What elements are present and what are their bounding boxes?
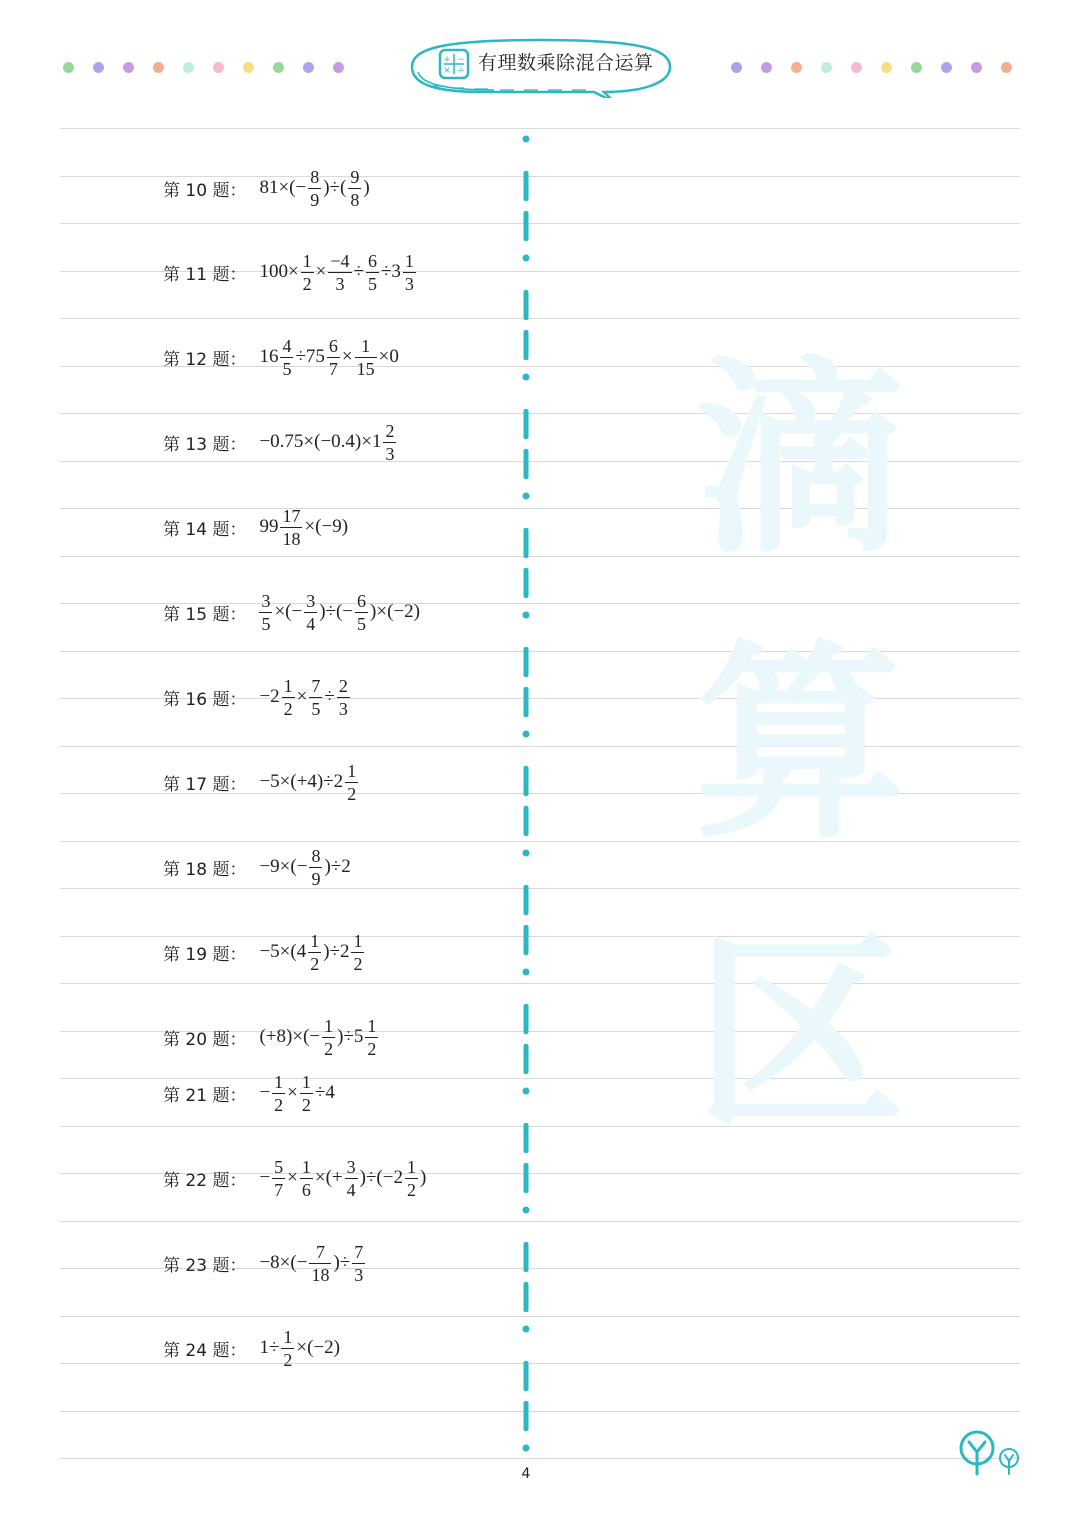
- expression-text: −8×(−: [259, 1252, 308, 1273]
- ruled-line: [60, 1411, 1020, 1412]
- fraction: [308, 168, 321, 209]
- divider-dash: [524, 449, 529, 479]
- problem-row: [163, 922, 365, 982]
- decorative-dot: [273, 62, 284, 73]
- expression-text: ÷: [353, 261, 364, 282]
- fraction-denominator: 7: [274, 1179, 284, 1200]
- problem-expression: [258, 932, 365, 973]
- problem-label: 第 24 题：: [163, 1340, 247, 1361]
- divider-dash: [524, 647, 529, 677]
- page-title: 有理数乘除混合运算: [478, 52, 654, 74]
- problem-label: 第 15 题：: [163, 604, 247, 625]
- problem-expression: [258, 762, 359, 803]
- fraction-denominator: 2: [406, 1179, 416, 1200]
- fraction-numerator: 1: [347, 760, 357, 781]
- divider-dash: [524, 1282, 529, 1312]
- fraction-denominator: 2: [353, 953, 363, 974]
- divider-dash: [524, 290, 529, 320]
- expression-text: ÷75: [295, 346, 325, 367]
- divider-dash: [524, 1401, 529, 1431]
- expression-text: −0.75×(−0.4)×1: [259, 431, 382, 452]
- decorative-dot: [941, 62, 952, 73]
- fraction-denominator: 8: [350, 189, 360, 210]
- ruled-line: [60, 223, 1020, 224]
- problem-expression: [258, 168, 370, 209]
- fraction-numerator: 1: [353, 930, 363, 951]
- fraction-numerator: 1: [361, 335, 371, 356]
- fraction: [345, 762, 358, 803]
- problem-row: [163, 158, 371, 218]
- expression-text: )÷(−: [319, 601, 354, 622]
- fraction-numerator: 7: [311, 675, 321, 696]
- problem-expression: [258, 1328, 341, 1369]
- fraction-denominator: 9: [311, 868, 321, 889]
- problem-row: [163, 752, 359, 812]
- fraction-denominator: 4: [306, 613, 316, 634]
- divider-dot: [523, 612, 530, 619]
- fraction-numerator: −4: [330, 250, 350, 271]
- svg-text:+: +: [443, 55, 451, 65]
- expression-text: 81×(−: [259, 177, 307, 198]
- fraction-denominator: 2: [274, 1094, 284, 1115]
- fraction: [327, 337, 340, 378]
- divider-dash: [524, 925, 529, 955]
- problem-label: 第 19 题：: [163, 944, 247, 965]
- problem-label: 第 23 题：: [163, 1255, 247, 1276]
- expression-text: −9×(−: [259, 856, 308, 877]
- fraction: [322, 1017, 335, 1058]
- expression-text: )÷: [333, 1252, 351, 1273]
- watermark-char-1: 滴: [694, 337, 905, 582]
- expression-text: ×0: [378, 346, 399, 367]
- fraction: [355, 592, 368, 633]
- problem-label: 第 11 题：: [163, 264, 247, 285]
- fraction: [272, 1073, 285, 1114]
- problem-expression: [258, 1243, 366, 1284]
- expression-text: )÷(: [323, 177, 347, 198]
- expression-text: ÷4: [314, 1082, 335, 1103]
- expression-text: ×(−9): [304, 516, 349, 537]
- divider-dot: [523, 1326, 530, 1333]
- fraction: [348, 168, 361, 209]
- fraction-numerator: 1: [274, 1071, 284, 1092]
- svg-text:÷: ÷: [457, 66, 465, 76]
- calculator-icon: [438, 48, 470, 80]
- fraction-denominator: 9: [310, 189, 320, 210]
- fraction-numerator: 1: [301, 1156, 311, 1177]
- fraction-denominator: 7: [328, 358, 338, 379]
- fraction-numerator: 9: [350, 166, 360, 187]
- ruled-line: [60, 1221, 1020, 1222]
- expression-text: ): [419, 1167, 427, 1188]
- fraction-numerator: 3: [346, 1156, 356, 1177]
- problem-expression: [258, 592, 421, 633]
- divider-dash: [524, 171, 529, 201]
- problem-row: [163, 1063, 336, 1123]
- divider-dot: [523, 493, 530, 500]
- fraction-denominator: 18: [282, 528, 301, 549]
- decorative-dot: [731, 62, 742, 73]
- fraction: [352, 1243, 365, 1284]
- expression-text: (+8)×(−: [259, 1026, 321, 1047]
- fraction-denominator: 6: [301, 1179, 311, 1200]
- fraction-numerator: 1: [367, 1015, 377, 1036]
- problem-expression: [258, 252, 416, 293]
- expression-text: −5×(+4)÷2: [259, 771, 344, 792]
- ruled-line: [60, 318, 1020, 319]
- decorative-dot: [243, 62, 254, 73]
- fraction-numerator: 1: [406, 1156, 416, 1177]
- problem-label: 第 18 题：: [163, 859, 247, 880]
- expression-text: ×: [287, 1082, 298, 1103]
- fraction-denominator: 5: [357, 613, 367, 634]
- expression-text: ÷: [324, 686, 335, 707]
- divider-dash: [524, 885, 529, 915]
- ruled-line: [60, 1316, 1020, 1317]
- fraction-numerator: 6: [357, 590, 367, 611]
- fraction-denominator: 2: [324, 1038, 334, 1059]
- decorative-dot: [791, 62, 802, 73]
- fraction-numerator: 7: [354, 1241, 364, 1262]
- divider-dash: [524, 1163, 529, 1193]
- fraction: [280, 337, 293, 378]
- fraction-denominator: 5: [367, 273, 377, 294]
- decorative-dot: [971, 62, 982, 73]
- problem-expression: [258, 847, 351, 888]
- problem-row: [163, 1233, 366, 1293]
- problem-label: 第 14 题：: [163, 519, 247, 540]
- expression-text: ×(−: [274, 601, 303, 622]
- problem-row: [163, 1318, 341, 1378]
- problem-expression: [258, 337, 399, 378]
- decorative-dot: [761, 62, 772, 73]
- expression-text: −: [259, 1082, 271, 1103]
- divider-dash: [524, 1004, 529, 1034]
- expression-text: −5×(4: [259, 941, 307, 962]
- problem-expression: [258, 1073, 335, 1114]
- problem-label: 第 10 题：: [163, 180, 247, 201]
- expression-text: −2: [259, 686, 280, 707]
- fraction: [300, 1073, 313, 1114]
- expression-text: )÷2: [324, 856, 351, 877]
- decorative-dot: [123, 62, 134, 73]
- fraction-denominator: 5: [282, 358, 292, 379]
- problem-row: [163, 242, 417, 302]
- fraction-denominator: 2: [283, 698, 293, 719]
- fraction: [366, 252, 379, 293]
- problem-label: 第 22 题：: [163, 1170, 247, 1191]
- divider-dash: [524, 568, 529, 598]
- problem-label: 第 21 题：: [163, 1085, 247, 1106]
- divider-dash: [524, 528, 529, 558]
- divider-dot: [523, 1207, 530, 1214]
- fraction-numerator: 4: [282, 335, 292, 356]
- fraction-denominator: 3: [385, 443, 395, 464]
- fraction-numerator: 2: [338, 675, 348, 696]
- fraction-denominator: 2: [301, 1094, 311, 1115]
- fraction: [282, 677, 295, 718]
- fraction-denominator: 15: [356, 358, 375, 379]
- decorative-dot: [1001, 62, 1012, 73]
- expression-text: 99: [259, 516, 279, 537]
- problem-row: [163, 1007, 379, 1067]
- fraction-numerator: 8: [310, 166, 320, 187]
- fraction: [383, 422, 396, 463]
- problem-expression: [258, 1158, 427, 1199]
- fraction-numerator: 1: [283, 1326, 293, 1347]
- fraction-numerator: 1: [283, 675, 293, 696]
- fraction: [272, 1158, 285, 1199]
- decorative-dot: [333, 62, 344, 73]
- fraction: [309, 677, 322, 718]
- divider-dash: [524, 330, 529, 360]
- expression-text: )÷2: [323, 941, 350, 962]
- watermark-char-3: 区: [694, 912, 905, 1157]
- fraction-denominator: 4: [346, 1179, 356, 1200]
- fraction-numerator: 7: [315, 1241, 325, 1262]
- divider-dot: [523, 1445, 530, 1452]
- divider-dot: [523, 255, 530, 262]
- decorative-dot: [213, 62, 224, 73]
- problem-expression: [258, 507, 349, 548]
- divider-dot: [523, 136, 530, 143]
- fraction: [345, 1158, 358, 1199]
- fraction-denominator: 2: [310, 953, 320, 974]
- fraction: [365, 1017, 378, 1058]
- ruled-line: [60, 128, 1020, 129]
- fraction-denominator: 2: [283, 1349, 293, 1370]
- fraction: [309, 847, 322, 888]
- problem-expression: [258, 1017, 379, 1058]
- decorative-dot: [63, 62, 74, 73]
- divider-dot: [523, 731, 530, 738]
- decorative-dot: [911, 62, 922, 73]
- expression-text: )×(−2): [370, 601, 420, 622]
- fraction: [355, 337, 377, 378]
- divider-dash: [524, 766, 529, 796]
- fraction: [281, 1328, 294, 1369]
- fraction: [309, 1243, 331, 1284]
- problem-label: 第 16 题：: [163, 689, 247, 710]
- fraction-denominator: 5: [311, 698, 321, 719]
- problem-expression: [258, 677, 350, 718]
- tree-logo-icon: [955, 1428, 1025, 1478]
- decorative-dot: [153, 62, 164, 73]
- problem-label: 第 12 题：: [163, 349, 247, 370]
- expression-text: ×(−2): [296, 1337, 340, 1358]
- fraction-numerator: 1: [310, 930, 320, 951]
- divider-dash: [524, 1242, 529, 1272]
- fraction-denominator: 3: [335, 273, 345, 294]
- fraction-numerator: 1: [324, 1015, 334, 1036]
- fraction-denominator: 3: [404, 273, 414, 294]
- expression-text: 100×: [259, 261, 299, 282]
- problem-label: 第 17 题：: [163, 774, 247, 795]
- divider-dash: [524, 211, 529, 241]
- expression-text: ): [363, 177, 370, 198]
- divider-dash: [524, 1361, 529, 1391]
- fraction-denominator: 3: [354, 1264, 364, 1285]
- divider-dot: [523, 969, 530, 976]
- divider-dash: [524, 1044, 529, 1074]
- decorative-dot: [183, 62, 194, 73]
- fraction-denominator: 18: [311, 1264, 330, 1285]
- problem-row: [163, 837, 352, 897]
- divider-dash: [524, 806, 529, 836]
- fraction-denominator: 2: [302, 273, 312, 294]
- expression-text: ×: [287, 1167, 298, 1188]
- expression-text: ×(+: [314, 1167, 343, 1188]
- fraction: [280, 507, 302, 548]
- fraction-numerator: 17: [282, 505, 301, 526]
- fraction: [308, 932, 321, 973]
- problem-row: [163, 497, 349, 557]
- fraction: [403, 252, 416, 293]
- fraction-numerator: 6: [367, 250, 377, 271]
- watermark-char-2: 算: [694, 622, 905, 867]
- fraction: [351, 932, 364, 973]
- divider-dot: [523, 850, 530, 857]
- fraction-numerator: 2: [385, 420, 395, 441]
- expression-text: ×: [341, 346, 353, 367]
- center-dashed-divider: [514, 130, 538, 1460]
- fraction: [300, 1158, 313, 1199]
- divider-dash: [524, 687, 529, 717]
- expression-text: )÷(−2: [359, 1167, 403, 1188]
- fraction-numerator: 8: [311, 845, 321, 866]
- decorative-dot: [303, 62, 314, 73]
- fraction: [405, 1158, 418, 1199]
- problem-row: [163, 582, 421, 642]
- decorative-dot: [93, 62, 104, 73]
- problem-label: 第 13 题：: [163, 434, 247, 455]
- fraction: [328, 252, 351, 293]
- fraction-numerator: 3: [306, 590, 316, 611]
- problem-row: [163, 1148, 427, 1208]
- expression-text: ÷3: [380, 261, 401, 282]
- divider-dot: [523, 374, 530, 381]
- divider-dot: [523, 1088, 530, 1095]
- problem-row: [163, 412, 397, 472]
- fraction-numerator: 1: [302, 250, 312, 271]
- problem-row: [163, 667, 351, 727]
- expression-text: ×: [296, 686, 308, 707]
- expression-text: 16: [259, 346, 279, 367]
- fraction-numerator: 3: [261, 590, 271, 611]
- problem-expression: [258, 422, 397, 463]
- fraction-numerator: 5: [274, 1156, 284, 1177]
- svg-text:×: ×: [443, 66, 451, 76]
- expression-text: ×: [315, 261, 327, 282]
- expression-text: 1÷: [259, 1337, 280, 1358]
- problem-row: [163, 327, 400, 387]
- fraction-denominator: 2: [347, 783, 357, 804]
- decorative-dot: [851, 62, 862, 73]
- fraction-numerator: 1: [404, 250, 414, 271]
- expression-text: −: [259, 1167, 271, 1188]
- fraction-denominator: 3: [338, 698, 348, 719]
- expression-text: )÷5: [337, 1026, 364, 1047]
- fraction-denominator: 5: [261, 613, 271, 634]
- ruled-line: [60, 1458, 1020, 1459]
- fraction-numerator: 1: [301, 1071, 311, 1092]
- page-number: 4: [521, 1466, 531, 1482]
- decorative-dot: [881, 62, 892, 73]
- fraction: [337, 677, 350, 718]
- fraction-numerator: 6: [328, 335, 338, 356]
- fraction-denominator: 2: [367, 1038, 377, 1059]
- fraction: [301, 252, 314, 293]
- svg-text:−: −: [457, 55, 465, 65]
- problem-label: 第 20 题：: [163, 1029, 247, 1050]
- divider-dash: [524, 409, 529, 439]
- decorative-dot: [821, 62, 832, 73]
- divider-dash: [524, 1123, 529, 1153]
- fraction: [259, 592, 272, 633]
- fraction: [304, 592, 317, 633]
